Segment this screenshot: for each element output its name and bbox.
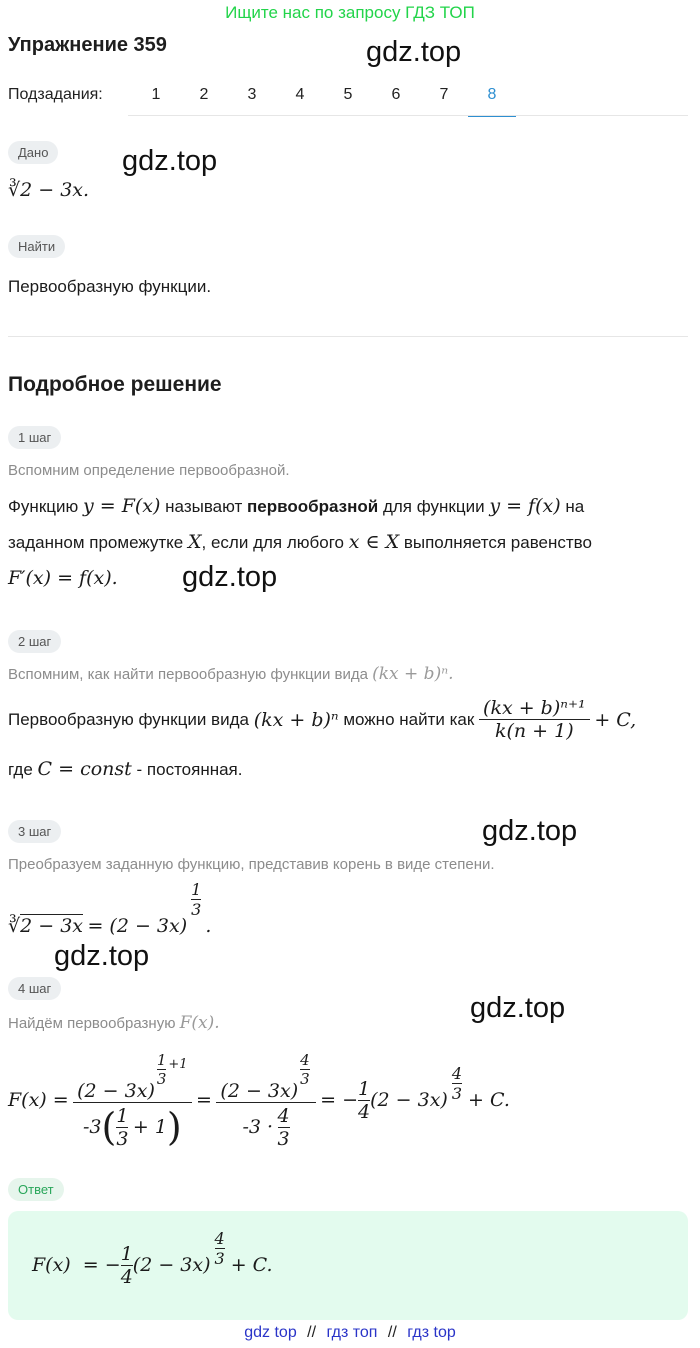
- text: Функцию: [8, 497, 79, 516]
- text: где: [8, 760, 33, 779]
- footer-links: [0, 1324, 700, 1342]
- fraction-denominator: 3: [277, 1127, 290, 1150]
- bold-term: первообразной: [247, 497, 379, 516]
- math-expression: (kx + b)ⁿ.: [372, 664, 454, 684]
- math-expression: x ∈ X: [348, 531, 400, 553]
- math-expression: y = f(x): [489, 495, 561, 517]
- promo-banner: Ищите нас по запросу ГДЗ ТОП: [225, 3, 475, 22]
- math-expression: X: [188, 531, 202, 553]
- footer-link[interactable]: gdz top: [244, 1324, 297, 1341]
- math-expression: F(x) =: [8, 1089, 69, 1111]
- fraction-numerator: [216, 1051, 315, 1102]
- text: выполняется равенство: [403, 533, 592, 552]
- subtask-tab-6[interactable]: 6: [391, 86, 401, 103]
- given-expression: ∛2 − 3x.: [8, 179, 90, 201]
- step-3: [8, 820, 61, 843]
- math-expression: C = const: [37, 758, 132, 780]
- math-expression: y = F(x): [82, 495, 161, 517]
- step-formula: [8, 880, 211, 937]
- footer-separator: //: [307, 1324, 317, 1341]
- math-expression: (2 − 3x): [132, 1254, 211, 1276]
- fraction-denominator: 3: [300, 1069, 310, 1088]
- fraction: [116, 1105, 128, 1150]
- subtask-tab-1[interactable]: 1: [151, 86, 161, 103]
- fraction-denominator: 4: [358, 1100, 371, 1123]
- watermark: gdz.top: [122, 145, 218, 177]
- fraction: [121, 1243, 133, 1288]
- math-expression: = (2 − 3x): [87, 915, 188, 937]
- math-expression: + C,: [594, 708, 637, 731]
- step-hint: [8, 1013, 220, 1033]
- footer-link[interactable]: гдз топ: [326, 1324, 378, 1341]
- fraction-denominator: 3: [156, 1069, 167, 1088]
- fraction: [479, 697, 590, 742]
- fraction-numerator: 1: [191, 880, 202, 899]
- footer-link[interactable]: гдз top: [407, 1324, 456, 1341]
- hint-text: Вспомним, как найти первообразную функции вида: [8, 666, 368, 683]
- fraction: [73, 1051, 191, 1150]
- step-text-line: [8, 531, 592, 553]
- subtasks-list: [132, 86, 516, 117]
- subtasks-nav: [8, 86, 688, 116]
- fraction-denominator: 3: [214, 1248, 225, 1268]
- exponent-fraction: [300, 1051, 310, 1088]
- math-expression: (kx + b)ⁿ: [253, 708, 339, 731]
- math-expression: -3: [82, 1116, 102, 1138]
- text: на: [565, 497, 585, 516]
- math-expression: = −: [320, 1089, 359, 1111]
- fraction-denominator: 3: [191, 900, 202, 919]
- math-expression: (2 − 3x): [220, 1079, 299, 1102]
- math-expression: (2 − 3x): [370, 1089, 448, 1111]
- fraction-denominator: k(n + 1): [494, 720, 574, 742]
- math-expression: .: [205, 915, 212, 937]
- fraction-denominator: 4: [120, 1265, 133, 1288]
- fraction-numerator: 1: [116, 1104, 129, 1127]
- find-text: Первообразную функции.: [8, 277, 212, 296]
- step-chip: 2 шаг: [8, 630, 61, 653]
- step-hint: Вспомним определение первообразной.: [8, 462, 290, 479]
- given-section: [8, 141, 58, 164]
- text: можно найти как: [343, 709, 475, 729]
- step-text-line: [8, 697, 636, 742]
- watermark: gdz.top: [482, 815, 578, 847]
- fraction-numerator: [73, 1051, 191, 1102]
- math-expression: + C.: [230, 1254, 273, 1276]
- step-text-line: [8, 495, 688, 517]
- fraction-numerator: 1: [120, 1242, 133, 1265]
- cube-root-sign: ∛: [8, 915, 21, 937]
- page-title: Упражнение 359: [8, 34, 167, 56]
- answer-box: [8, 1211, 688, 1320]
- subtask-tab-3[interactable]: 3: [247, 86, 257, 103]
- given-chip: Дано: [8, 141, 58, 164]
- exponent-fraction: [452, 1064, 462, 1103]
- exponent-fraction: [215, 1229, 225, 1268]
- fraction-numerator: 4: [300, 1050, 310, 1069]
- answer-section: [8, 1178, 64, 1201]
- step-hint: Преобразуем заданную функцию, представив корень в виде степени.: [8, 856, 495, 873]
- text: , если для любого: [201, 533, 344, 552]
- step-chip: 1 шаг: [8, 426, 61, 449]
- watermark: gdz.top: [54, 940, 150, 972]
- watermark: gdz.top: [470, 992, 566, 1024]
- step-2: [8, 630, 61, 653]
- text: Первообразную функции вида: [8, 709, 249, 729]
- text: - постоянная.: [136, 760, 243, 779]
- exponent-fraction: [191, 880, 201, 919]
- math-expression: + C.: [468, 1089, 510, 1111]
- fraction: [358, 1078, 370, 1123]
- section-divider: [8, 336, 688, 337]
- fraction-numerator: (kx + b)ⁿ⁺¹: [483, 697, 586, 719]
- solution-title: Подробное решение: [8, 373, 222, 396]
- math-expression: F(x).: [179, 1013, 220, 1033]
- right-paren: ): [166, 1105, 182, 1149]
- answer-formula: [32, 1229, 273, 1301]
- fraction-denominator: [79, 1103, 186, 1150]
- math-expression: + 1: [132, 1116, 167, 1138]
- text: называют: [165, 497, 243, 516]
- math-expression: (2 − 3x): [77, 1079, 155, 1102]
- fraction: [216, 1051, 315, 1150]
- fraction-numerator: 1: [156, 1050, 167, 1069]
- step-1: [8, 426, 61, 449]
- step-formula: [8, 1040, 510, 1160]
- fraction-denominator: [238, 1103, 293, 1150]
- subtasks-divider: [128, 115, 688, 116]
- subtask-tab-2[interactable]: 2: [199, 86, 209, 103]
- step-chip: 3 шаг: [8, 820, 61, 843]
- exponent-plus: +1: [168, 1056, 188, 1072]
- fraction-numerator: 4: [214, 1228, 225, 1248]
- watermark: gdz.top: [366, 36, 462, 68]
- subtasks-label: Подзадания:: [8, 86, 103, 103]
- step-hint: [8, 664, 454, 684]
- fraction-denominator: 3: [451, 1083, 463, 1103]
- subtask-tab-8-active[interactable]: 8: [468, 86, 516, 117]
- text: для функции: [382, 497, 485, 516]
- step-4: [8, 977, 61, 1000]
- watermark: gdz.top: [182, 561, 278, 593]
- text: заданном промежутке: [8, 533, 184, 552]
- subtask-tab-5[interactable]: 5: [343, 86, 353, 103]
- fraction-denominator: 3: [116, 1127, 129, 1150]
- answer-chip: Ответ: [8, 1178, 64, 1201]
- footer-separator: //: [387, 1324, 397, 1341]
- step-text-line: [8, 758, 243, 780]
- math-expression: F′(x) = f(x).: [8, 567, 118, 589]
- fraction-numerator: 4: [451, 1063, 463, 1083]
- hint-text: Найдём первообразную: [8, 1015, 176, 1032]
- exponent-fraction: [157, 1051, 167, 1088]
- fraction: [278, 1105, 290, 1150]
- subtask-tab-7[interactable]: 7: [439, 86, 449, 103]
- find-section: [8, 235, 65, 258]
- math-expression: =: [196, 1089, 212, 1111]
- radicand: 2 − 3x: [20, 915, 84, 937]
- math-expression: F(x) = −: [32, 1254, 121, 1276]
- math-expression: -3 ·: [242, 1116, 274, 1138]
- fraction-numerator: 4: [277, 1104, 290, 1127]
- step-chip: 4 шаг: [8, 977, 61, 1000]
- fraction-numerator: 1: [358, 1077, 371, 1100]
- left-paren: (: [101, 1105, 117, 1149]
- subtask-tab-4[interactable]: 4: [295, 86, 305, 103]
- find-chip: Найти: [8, 235, 65, 258]
